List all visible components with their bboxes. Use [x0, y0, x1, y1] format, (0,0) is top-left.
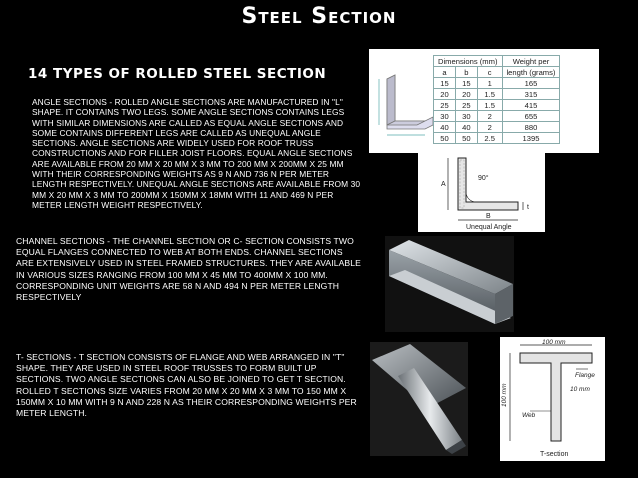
table-cell: 40 — [455, 122, 477, 133]
table-header-weight: Weight per — [502, 56, 560, 67]
table-cell: 2.5 — [477, 133, 502, 144]
unequal-angle-diagram — [418, 150, 545, 232]
table-cell: 50 — [434, 133, 456, 144]
table-cell: 655 — [502, 111, 560, 122]
table-row — [434, 89, 560, 100]
table-cell: 880 — [502, 122, 560, 133]
tee-width-label: 100 mm — [542, 339, 566, 346]
table-row — [434, 100, 560, 111]
table-cell: 50 — [455, 133, 477, 144]
thickness-label: t — [527, 204, 529, 211]
unequal-angle-caption: Unequal Angle — [466, 224, 512, 231]
table-cell: 30 — [434, 111, 456, 122]
table-row — [434, 111, 560, 122]
angle-3d-drawing — [377, 69, 437, 139]
tee-sections-text: T- SECTIONS - T SECTION CONSISTS OF FLANGE AND WEB ARRANGED IN "T" SHAPE. THEY ARE USED IN STEEL ROOF TRUSSES TO FORM BUILT UP SECTIONS. TWO ANGLE SECTIONS CAN ALSO BE JOINED TO GET T SECTION. ROLLED T SECTIONS SIZE VARIES FROM 20 MM X 20 MM X 3 MM TO 150 MM X 150MM X 10 MM WITH 9 N AND 228 N AS THEIR CORRESPONDING WEIGHTS PER METER LENGTH. — [16, 352, 357, 419]
table-cell: 15 — [434, 78, 456, 89]
table-cell: 2 — [477, 122, 502, 133]
table-cell: 15 — [455, 78, 477, 89]
table-row — [434, 78, 560, 89]
table-cell: 315 — [502, 89, 560, 100]
tee-web-label: Web — [522, 412, 536, 419]
table-cell: 25 — [455, 100, 477, 111]
tee-caption: T-section — [540, 451, 569, 458]
table-cell: 1.5 — [477, 100, 502, 111]
page-title: Steel Section — [241, 4, 397, 29]
table-cell: 30 — [455, 111, 477, 122]
table-header-dimensions: Dimensions (mm) — [434, 56, 503, 67]
channel-sections-text: CHANNEL SECTIONS - THE CHANNEL SECTION OR C- SECTION CONSISTS TWO EQUAL FLANGES CONNECTED TO WEB AT BOTH ENDS. CHANNEL SECTIONS ARE EXTENSIVELY USED IN STEEL FRAMED STRUCTURES. THEY ARE AVAILABLE IN VARIOUS SIZES RANGING FROM 100 MM X 45 MM TO 400MM X 100 MM. CORRESPONDING UNIT WEIGHTS ARE 58 N AND 494 N PER METER LENGTH RESPECTIVELY — [16, 236, 361, 303]
angle-sections-text: ANGLE SECTIONS - ROLLED ANGLE SECTIONS ARE MANUFACTURED IN "L" SHAPE. IT CONTAINS TWO LEGS. SOME ANGLE SECTIONS CONTAINS LEGS WITH SIMILAR DIMENSIONS ARE CALLED AS EQUAL ANGLE SECTIONS AND SOME CONTAINS DIFFERENT LEGS ARE CALLED AS UNEQUAL ANGLE SECTIONS. ANGLE SECTIONS ARE WIDELY USED FOR ROOF TRUSS CONSTRUCTIONS AND FOR FILLER JOIST FLOORS. EQUAL ANGLE SECTIONS ARE AVAILABLE FROM 20 MM X 20 MM X 3 MM TO 200 MM X 200MM X 25 MM WITH THEIR CORRESPONDING WEIGHTS AS 9 N AND 736 N PER METER LENGTH RESPECTIVELY. UNEQUAL ANGLE SECTIONS ARE AVAILABLE FROM 30 MM X 20 MM X 3 MM TO 200MM X 150MM X 18MM WITH 11 AND 469 N PER METER LENGTH WEIGHT RESPECTIVELY. — [32, 97, 361, 210]
table-cell: 20 — [455, 89, 477, 100]
angle-dimension-table-figure — [369, 49, 599, 153]
table-col-weight: length (grams) — [502, 67, 560, 78]
table-col-c: c — [477, 67, 502, 78]
table-cell: 25 — [434, 100, 456, 111]
table-cell: 2 — [477, 111, 502, 122]
table-cell: 20 — [434, 89, 456, 100]
angle-degree-label: 90° — [478, 175, 489, 182]
table-col-b: b — [455, 67, 477, 78]
table-cell: 1395 — [502, 133, 560, 144]
dim-b-label: B — [486, 213, 491, 220]
table-row — [434, 122, 560, 133]
table-cell: 1 — [477, 78, 502, 89]
tee-section-diagram — [500, 337, 605, 461]
dim-a-label: A — [441, 181, 446, 188]
tee-flange-label: Flange — [575, 372, 595, 379]
tee-thickness-label: 10 mm — [570, 386, 590, 393]
channel-section-photo — [385, 236, 514, 332]
dimension-table — [433, 55, 560, 144]
table-row — [434, 133, 560, 144]
table-cell: 40 — [434, 122, 456, 133]
section-subtitle: 14 TYPES OF ROLLED STEEL SECTION — [28, 66, 327, 82]
table-cell: 1.5 — [477, 89, 502, 100]
table-col-a: a — [434, 67, 456, 78]
tee-height-label: 100 mm — [501, 383, 508, 407]
tee-section-photo — [370, 342, 468, 456]
table-cell: 415 — [502, 100, 560, 111]
table-cell: 165 — [502, 78, 560, 89]
